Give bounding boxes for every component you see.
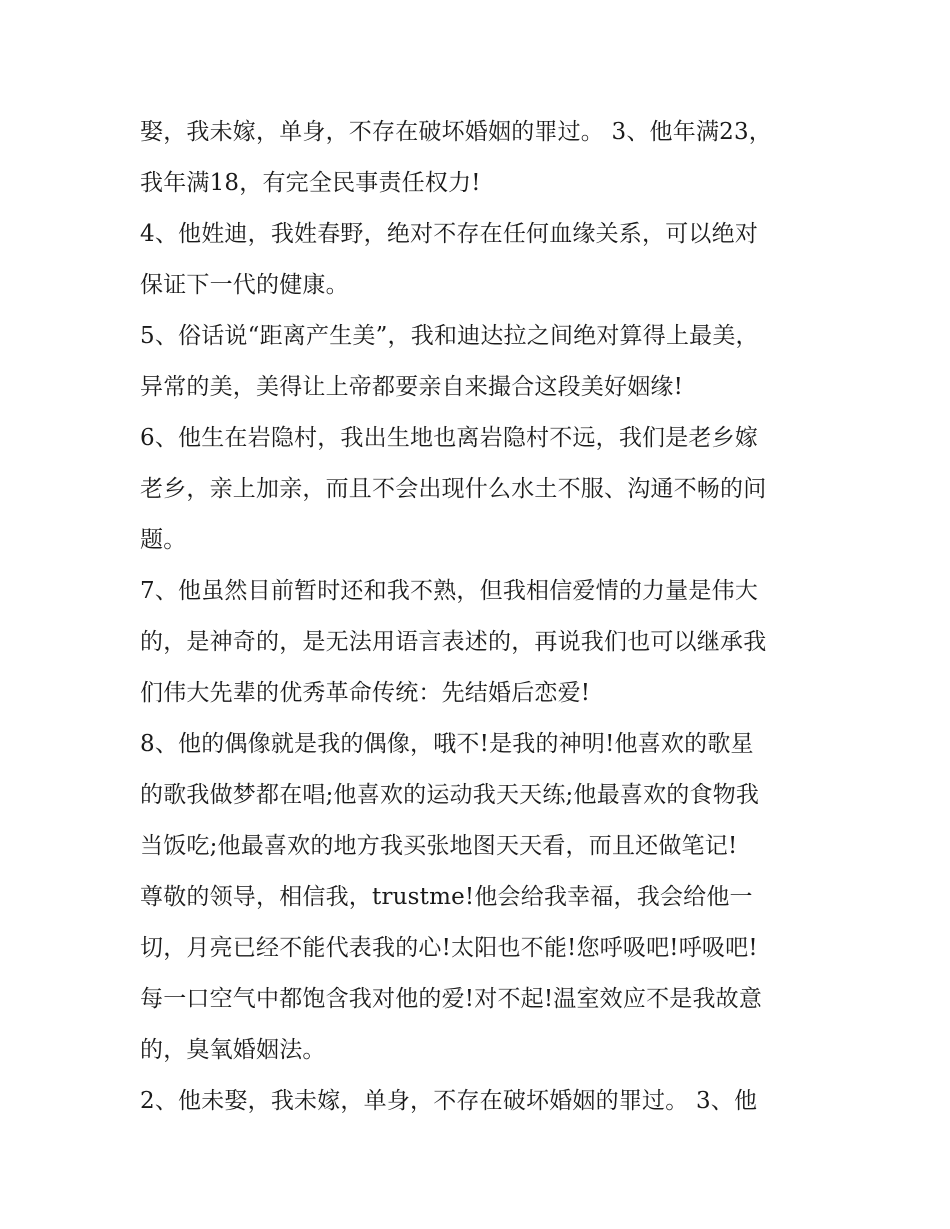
text-line: 8、他的偶像就是我的偶像，哦不!是我的神明!他喜欢的歌星 <box>140 731 754 757</box>
text-line: 切，月亮已经不能代表我的心!太阳也不能!您呼吸吧!呼吸吧! <box>140 935 758 961</box>
text-line: 的，臭氧婚姻法。 <box>140 1037 326 1063</box>
text-line: 异常的美，美得让上帝都要亲自来撮合这段美好姻缘! <box>140 374 684 400</box>
text-line: 4、他姓迪，我姓春野，绝对不存在任何血缘关系，可以绝对 <box>140 221 759 247</box>
text-line: 我年满18，有完全民事责任权力! <box>140 170 481 196</box>
text-line: 题。 <box>140 527 187 553</box>
text-line: 的，是神奇的，是无法用语言表述的，再说我们也可以继承我 <box>140 629 767 655</box>
document-body <box>140 107 820 1127</box>
text-line: 2、他未娶，我未嫁，单身，不存在破坏婚姻的罪过。 3、他 <box>140 1088 758 1114</box>
text-line: 5、俗话说“距离产生美”，我和迪达拉之间绝对算得上最美， <box>140 323 759 349</box>
text-line: 每一口空气中都饱含我对他的爱!对不起!温室效应不是我故意 <box>140 986 763 1012</box>
text-line: 保证下一代的健康。 <box>140 272 349 298</box>
text-line: 娶，我未嫁，单身，不存在破坏婚姻的罪过。 3、他年满23， <box>140 119 773 145</box>
text-line: 老乡，亲上加亲，而且不会出现什么水土不服、沟通不畅的问 <box>140 476 767 502</box>
text-line: 6、他生在岩隐村，我出生地也离岩隐村不远，我们是老乡嫁 <box>140 425 759 451</box>
text-line: 当饭吃;他最喜欢的地方我买张地图天天看，而且还做笔记! <box>140 833 738 859</box>
text-line: 7、他虽然目前暂时还和我不熟，但我相信爱情的力量是伟大 <box>140 578 759 604</box>
text-line: 的歌我做梦都在唱;他喜欢的运动我天天练;他最喜欢的食物我 <box>140 782 760 808</box>
text-line: 尊敬的领导，相信我，trustme!他会给我幸福，我会给他一 <box>140 884 753 910</box>
text-line: 们伟大先辈的优秀革命传统：先结婚后恋爱! <box>140 680 591 706</box>
